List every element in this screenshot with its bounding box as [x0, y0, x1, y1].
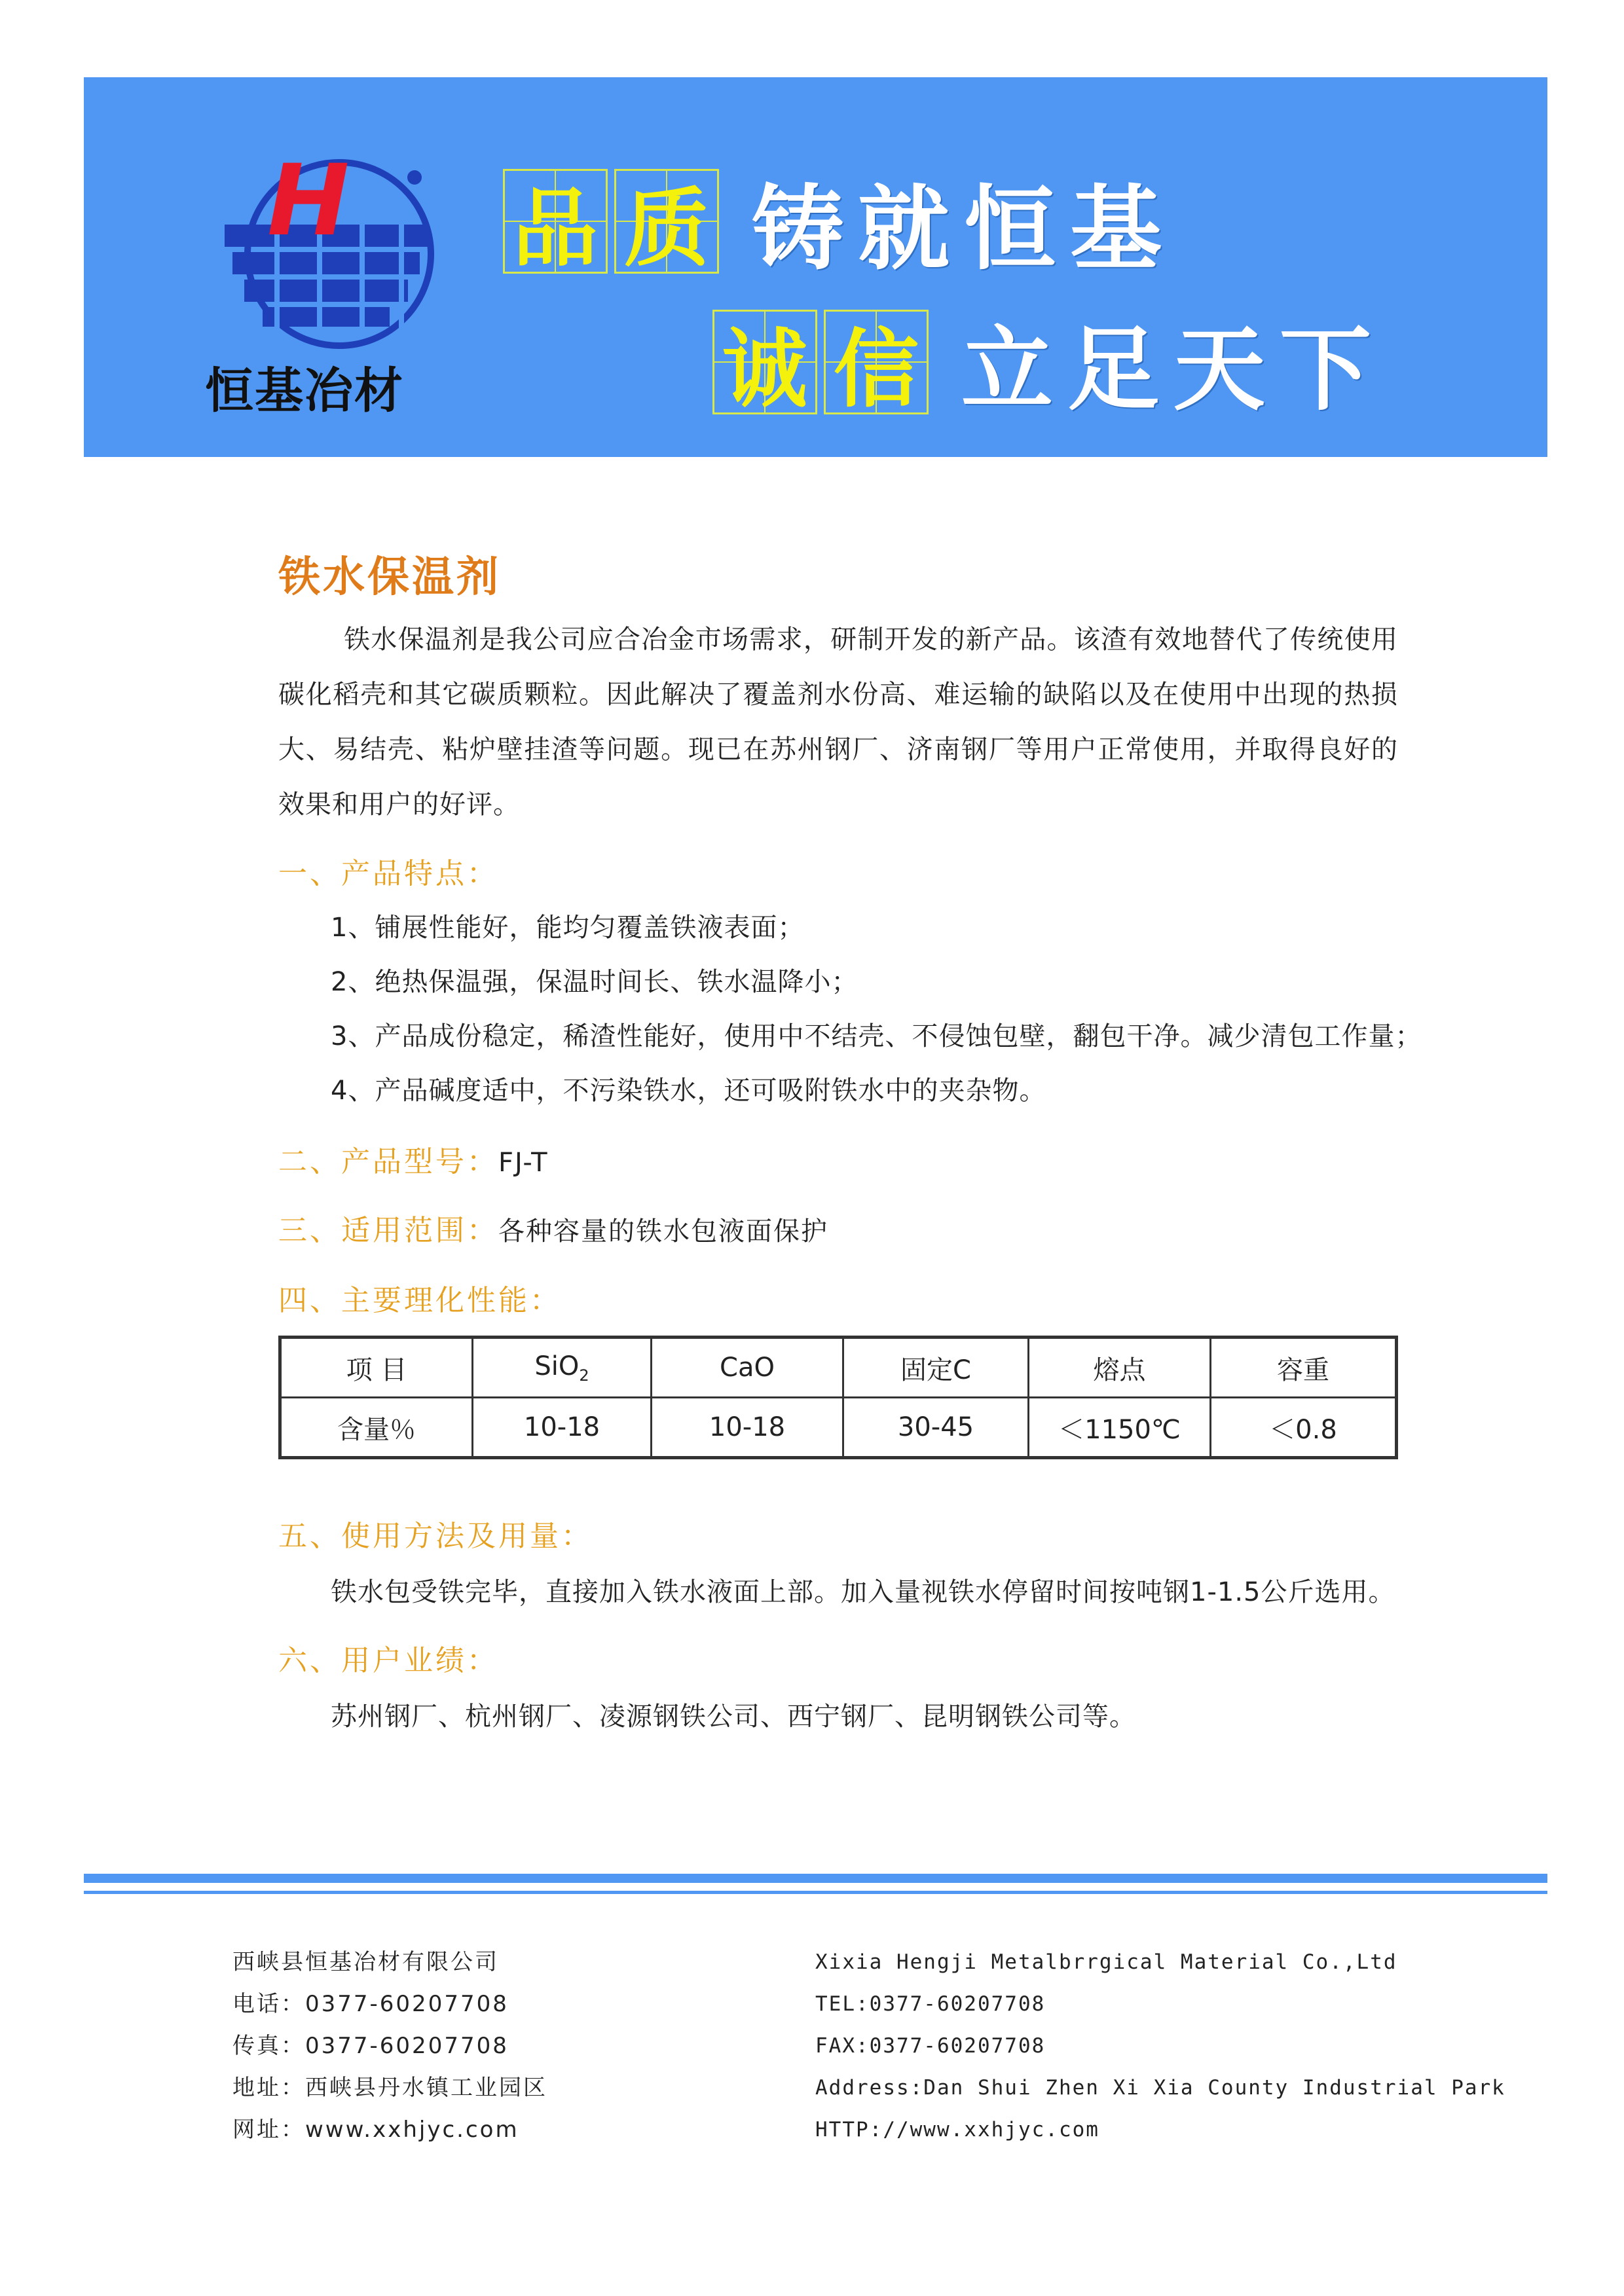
- table-header-cell: 固定C: [843, 1338, 1029, 1398]
- properties-table: [278, 1336, 1398, 1459]
- slogan1-text: 铸就恒基: [752, 175, 1177, 283]
- table-cell: 10-18: [652, 1398, 843, 1458]
- feature-item-4: 4、产品碱度适中，不污染铁水，还可吸附铁水中的夹杂物。: [331, 1076, 1046, 1106]
- table-header-cell: CaO: [652, 1338, 843, 1398]
- footer-divider-thick: [84, 1874, 1547, 1883]
- product-intro: 铁水保温剂是我公司应合冶金市场需求，研制开发的新产品。该渣有效地替代了传统使用碳化稻壳和其它碳质颗粒。因此解决了覆盖剂水份高、难运输的缺陷以及在使用中出现的热损大、易结壳、粘炉壁挂渣等问题。现已在苏州钢厂、济南钢厂等用户正常使用，并取得良好的效果和用户的好评。: [278, 625, 1398, 820]
- footer-divider-thin: [84, 1891, 1547, 1894]
- feature-item-3: 3、产品成份稳定，稀渣性能好，使用中不结壳、不侵蚀包壁，翻包干净。减少清包工作量；: [331, 1021, 1422, 1051]
- footer-address-en: Address:Dan Shui Zhen Xi Xia County Industrial Park: [815, 2076, 1505, 2100]
- table-cell: 10-18: [473, 1398, 652, 1458]
- slogan-line-1: [503, 156, 1176, 287]
- model-value: FJ-T: [498, 1148, 549, 1178]
- sio-label: SiO: [534, 1351, 580, 1381]
- footer-contact-en: [815, 1941, 1505, 2151]
- table-cell: 含量％: [280, 1398, 473, 1458]
- footer-web-en[interactable]: HTTP://www.xxhjyc.com: [815, 2118, 1099, 2141]
- footer-web-cn[interactable]: 网址：www.xxhjyc.com: [232, 2117, 519, 2143]
- customers-text: 苏州钢厂、杭州钢厂、凌源钢铁公司、西宁钢厂、昆明钢铁公司等。: [331, 1702, 1136, 1732]
- customers-heading: 六、用户业绩：: [278, 1644, 498, 1677]
- features-heading: 一、产品特点：: [278, 857, 498, 890]
- usage-heading: 五、使用方法及用量：: [278, 1520, 593, 1553]
- slogan1-grid-char-1: 品: [503, 169, 608, 274]
- model-heading: 二、产品型号：: [278, 1145, 498, 1178]
- table-header-cell: 熔点: [1029, 1338, 1211, 1398]
- properties-heading: 四、主要理化性能：: [278, 1284, 561, 1317]
- table-header-cell: 容重: [1211, 1338, 1397, 1398]
- footer-company-en: Xixia Hengji Metalbrrgical Material Co.,Ltd: [815, 1950, 1397, 1974]
- table-row: [280, 1398, 1397, 1458]
- model-section: [278, 1138, 549, 1180]
- scope-heading: 三、适用范围：: [278, 1214, 498, 1247]
- slogan-line-2: [712, 297, 1386, 428]
- slogan2-text: 立足天下: [961, 316, 1386, 424]
- product-title: 铁水保温剂: [278, 553, 501, 602]
- slogan1-grid-char-2: 质: [614, 169, 719, 274]
- scope-value: 各种容量的铁水包液面保护: [498, 1216, 828, 1247]
- table-cell: 30-45: [843, 1398, 1029, 1458]
- footer-company-cn: 西峡县恒基冶材有限公司: [232, 1949, 499, 1975]
- scope-section: [278, 1207, 828, 1248]
- usage-text: 铁水包受铁完毕，直接加入铁水液面上部。加入量视铁水停留时间按吨钢1-1.5公斤选用。: [331, 1577, 1395, 1607]
- table-header-cell: 项 目: [280, 1338, 473, 1398]
- footer-fax-en: FAX:0377-60207708: [815, 2034, 1046, 2058]
- table-header-cell-sio2: [473, 1338, 652, 1398]
- slogan2-grid-char-1: 诚: [712, 310, 817, 414]
- footer-fax-cn: 传真：0377-60207708: [232, 2033, 509, 2059]
- footer-tel-en: TEL:0377-60207708: [815, 1992, 1046, 2016]
- logo-letter: H: [267, 146, 350, 258]
- feature-item-1: 1、铺展性能好，能均匀覆盖铁液表面；: [331, 913, 805, 943]
- table-cell: ＜0.8: [1211, 1398, 1397, 1458]
- feature-item-2: 2、绝热保温强，保温时间长、铁水温降小；: [331, 967, 858, 997]
- logo-dot: [407, 170, 422, 185]
- footer-address-cn: 地址：西峡县丹水镇工业园区: [232, 2075, 547, 2101]
- company-logo-icon: [198, 146, 487, 355]
- footer-tel-cn: 电话：0377-60207708: [232, 1991, 509, 2017]
- slogan2-grid-char-2: 信: [824, 310, 929, 414]
- sio-subscript: 2: [579, 1366, 589, 1385]
- footer-contact-cn: [232, 1941, 547, 2151]
- logo-company-name: 恒基冶材: [205, 363, 404, 419]
- header-banner: [84, 77, 1547, 457]
- table-header-row: [280, 1338, 1397, 1398]
- table-cell: ＜1150℃: [1029, 1398, 1211, 1458]
